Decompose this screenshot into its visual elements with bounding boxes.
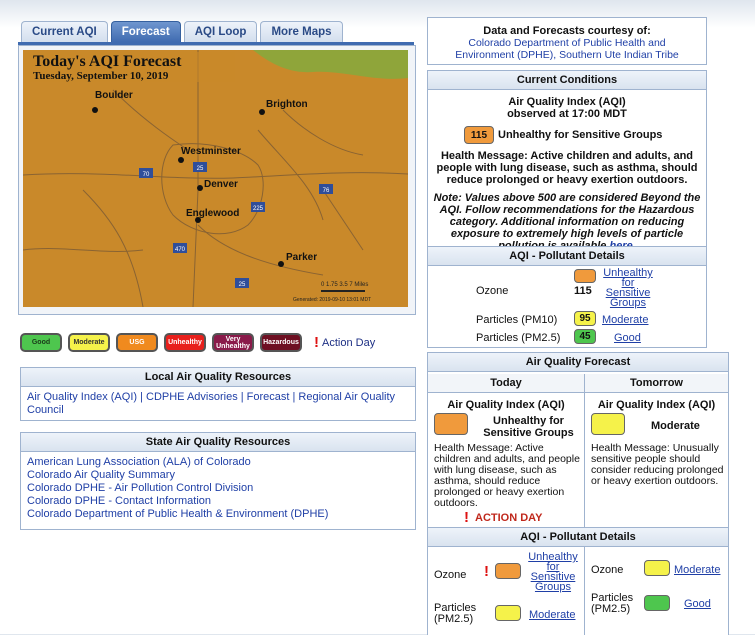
svg-text:25: 25 (196, 166, 204, 172)
forecast-pollutant-section (428, 527, 728, 547)
current-aqi-title: Air Quality Index (AQI) (508, 96, 626, 108)
legend-usg[interactable]: USG (116, 333, 158, 352)
action-day-icon: ! (314, 334, 319, 351)
current-pm25-badge: 45 (574, 329, 596, 344)
city-dot-brighton (259, 109, 265, 115)
action-day-label: Action Day (322, 336, 376, 349)
forecast-action-day (464, 509, 542, 526)
credit-line-2[interactable]: Environment (DPHE), Southern Ute Indian Tribe (455, 49, 679, 61)
forecast-today-pm-category[interactable]: Moderate (529, 609, 576, 621)
forecast-tomorrow-message: Health Message: Unusually sensitive people should consider reducing prolonged or heavy exertion outdoors. (591, 442, 724, 487)
link-air-quality-summary[interactable]: Colorado Air Quality Summary (27, 469, 175, 481)
link-dphe-apcd[interactable]: Colorado DPHE - Air Pollution Control Division (27, 482, 254, 494)
forecast-today-pm-label: Particles (PM2.5) (434, 602, 477, 625)
forecast-today-ozone-alert-icon: ! (484, 563, 489, 580)
link-dphe[interactable]: Colorado Department of Public Health & Environment (DPHE) (27, 508, 329, 520)
state-resources-panel (20, 432, 416, 530)
current-observed: observed at 17:00 MDT (507, 108, 627, 120)
forecast-today-message: Health Message: Active children and adults, and people with lung disease, such as asthma, should reduce prolonged or heavy exertion outdoors. (434, 442, 580, 509)
forecast-action-day-label: ACTION DAY (475, 511, 543, 524)
forecast-column-divider (584, 393, 585, 527)
map-title: Today's AQI Forecast (33, 53, 182, 70)
city-label-englewood: Englewood (186, 208, 240, 219)
current-pollutant-title: AQI - Pollutant Details (428, 247, 706, 266)
map-scale-bar (321, 290, 365, 292)
legend-moderate[interactable]: Moderate (68, 333, 110, 352)
credit-box (427, 17, 707, 65)
svg-text:76: 76 (322, 188, 330, 194)
city-label-denver: Denver (204, 179, 238, 190)
forecast-pollutant-divider (584, 546, 585, 635)
city-dot-parker (278, 261, 284, 267)
current-note (432, 192, 702, 252)
current-ozone-label: Ozone (476, 285, 509, 297)
current-ozone-swatch (574, 269, 596, 283)
map-tabs (21, 21, 343, 42)
city-dot-boulder (92, 107, 98, 113)
forecast-today-swatch (434, 413, 468, 435)
current-health-message: Health Message: Active children and adults, and people with lung disease, such as asthma, should reduce prolonged or heavy exertion outdoors. (436, 150, 698, 186)
legend-good[interactable]: Good (20, 333, 62, 352)
svg-text:70: 70 (142, 172, 150, 178)
city-label-boulder: Boulder (95, 90, 133, 101)
forecast-tomorrow-category: Moderate (651, 420, 700, 432)
forecast-today-category: Unhealthy for Sensitive Groups (483, 415, 574, 439)
current-pm10-category[interactable]: Moderate (602, 314, 649, 326)
local-resources-title: Local Air Quality Resources (21, 368, 415, 387)
link-ala-colorado[interactable]: American Lung Association (ALA) of Colorado (27, 456, 251, 468)
aqi-forecast-map[interactable] (23, 50, 408, 307)
forecast-tomorrow-ozone-swatch (644, 560, 670, 576)
city-label-westminster: Westminster (181, 146, 241, 157)
local-resources-links[interactable]: Air Quality Index (AQI) | CDPHE Advisories | Forecast | Regional Air Quality Council (27, 391, 396, 416)
current-pm10-label: Particles (PM10) (476, 314, 558, 326)
forecast-panel (427, 352, 729, 635)
current-pollutant-panel (427, 246, 707, 348)
current-conditions-title: Current Conditions (428, 71, 706, 90)
current-ozone-value: 115 (574, 285, 592, 297)
state-resources-title: State Air Quality Resources (21, 433, 415, 452)
forecast-action-day-icon: ! (464, 509, 469, 526)
forecast-today-pm-swatch (495, 605, 521, 621)
legend-action-day (314, 334, 375, 351)
local-resources-panel (20, 367, 416, 421)
current-ozone-category[interactable]: Unhealthy for Sensitive Groups (603, 267, 653, 309)
forecast-tomorrow-pm-swatch (644, 595, 670, 611)
forecast-tomorrow-pm-label: Particles (PM2.5) (591, 592, 634, 615)
legend-very-unhealthy[interactable]: Very Unhealthy (212, 333, 254, 352)
city-dot-westminster (178, 157, 184, 163)
current-pm10-badge: 95 (574, 311, 596, 326)
credit-line-1[interactable]: Colorado Department of Public Health and (468, 37, 666, 49)
current-aqi-category: Unhealthy for Sensitive Groups (498, 129, 663, 141)
tab-current-aqi[interactable]: Current AQI (21, 21, 108, 42)
aqi-legend (20, 333, 375, 352)
forecast-tomorrow-ozone-category[interactable]: Moderate (674, 564, 721, 576)
forecast-tomorrow-pm-category[interactable]: Good (684, 598, 711, 610)
city-label-parker: Parker (286, 252, 318, 263)
city-dot-denver (197, 185, 203, 191)
forecast-tomorrow-ozone-label: Ozone (591, 564, 624, 576)
map-date: Tuesday, September 10, 2019 (33, 70, 169, 82)
forecast-today-ozone-swatch (495, 563, 521, 579)
legend-unhealthy[interactable]: Unhealthy (164, 333, 206, 352)
forecast-today-header: Today (428, 374, 585, 393)
forecast-pollutant-title: AQI - Pollutant Details (428, 528, 728, 547)
map-canvas (23, 50, 408, 307)
current-pm25-category[interactable]: Good (614, 332, 641, 344)
svg-text:225: 225 (252, 206, 264, 212)
map-generated: Generated: 2019-09-10 13:01 MDT (293, 297, 372, 303)
tab-aqi-loop[interactable]: AQI Loop (184, 21, 258, 42)
current-pm25-label: Particles (PM2.5) (476, 332, 561, 344)
credit-title: Data and Forecasts courtesy of: (483, 25, 651, 37)
legend-hazardous[interactable]: Hazardous (260, 333, 302, 352)
forecast-today-ozone-category[interactable]: Unhealthy for Sensitive Groups (528, 551, 578, 593)
forecast-today-ozone-label: Ozone (434, 569, 467, 581)
tab-forecast[interactable]: Forecast (111, 21, 181, 42)
forecast-title: Air Quality Forecast (428, 353, 728, 372)
forecast-tomorrow-header: Tomorrow (585, 374, 728, 393)
forecast-today-aqi-title: Air Quality Index (AQI) (447, 399, 565, 411)
city-label-brighton: Brighton (266, 99, 308, 110)
svg-text:470: 470 (174, 247, 186, 253)
map-scale: 0 1.75 3.5 7 Miles (321, 282, 369, 288)
svg-text:25: 25 (238, 282, 246, 288)
current-aqi-badge: 115 (464, 126, 494, 144)
current-note-text: Note: Values above 500 are considered Beyond the AQI. Follow recommendations for the Hazardous category. Additional information on reducing exposure to extremely high levels of particle (433, 192, 701, 240)
tab-more-maps[interactable]: More Maps (260, 21, 342, 42)
link-dphe-contact[interactable]: Colorado DPHE - Contact Information (27, 495, 212, 507)
forecast-tomorrow-aqi-title: Air Quality Index (AQI) (597, 399, 716, 411)
forecast-tomorrow-swatch (591, 413, 625, 435)
